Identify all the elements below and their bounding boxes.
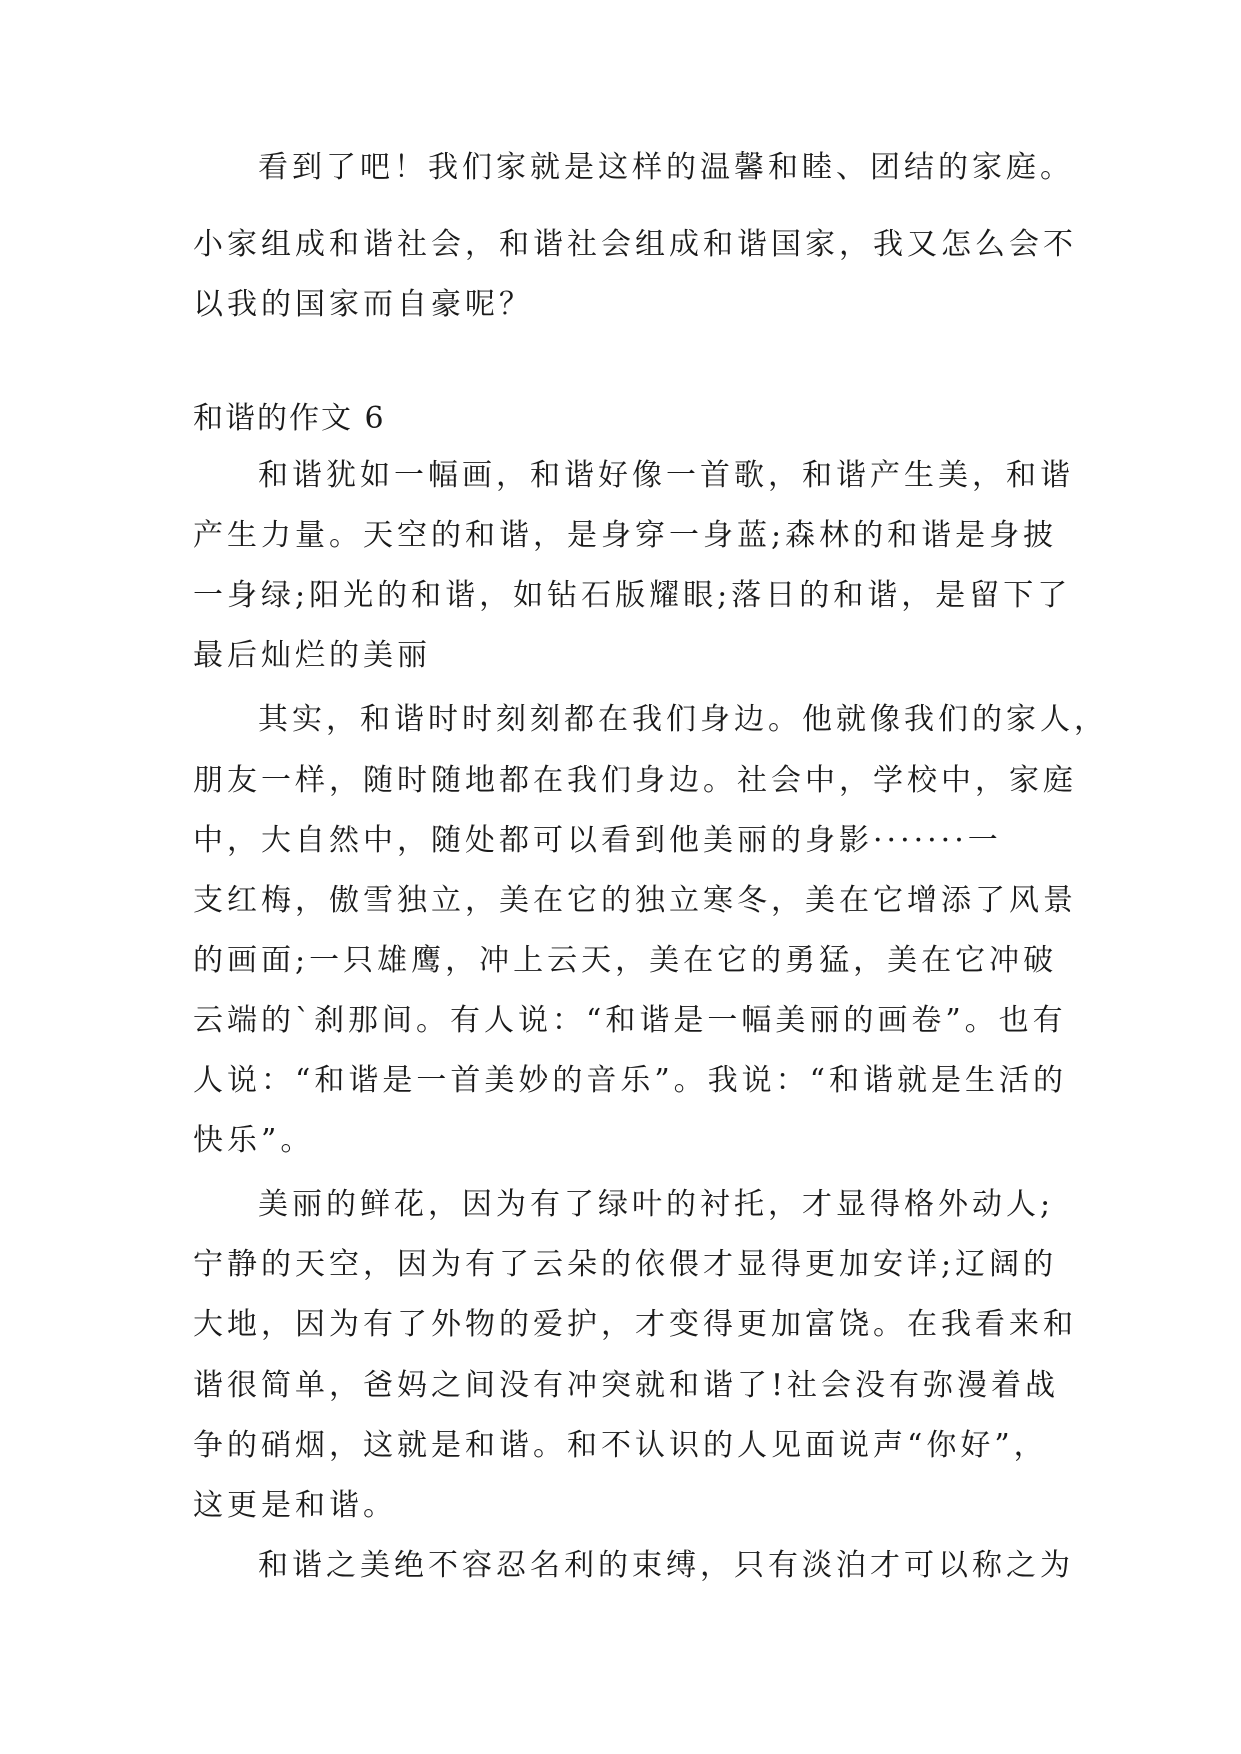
p2-line-2: 朋友一样，随时随地都在我们身边。社会中，学校中，家庭: [193, 763, 1077, 798]
p3-line-6: 这更是和谐。: [193, 1488, 397, 1523]
p1-line-4: 最后灿烂的美丽: [193, 638, 431, 673]
p2-line-6: 云端的`刹那间。有人说：“和谐是一幅美丽的画卷”。也有: [193, 1003, 1067, 1038]
p4-line-1: 和谐之美绝不容忍名利的束缚，只有淡泊才可以称之为: [258, 1548, 1074, 1583]
intro-line-2: 小家组成和谐社会，和谐社会组成和谐国家，我又怎么会不: [193, 227, 1077, 262]
p1-line-3: 一身绿;阳光的和谐，如钻石版耀眼;落日的和谐，是留下了: [193, 578, 1072, 613]
p2-line-4: 支红梅，傲雪独立，美在它的独立寒冬，美在它增添了风景: [193, 883, 1077, 918]
p3-line-3: 大地，因为有了外物的爱护，才变得更加富饶。在我看来和: [193, 1307, 1077, 1342]
section-heading: 和谐的作文 6: [193, 401, 386, 436]
p3-line-1: 美丽的鲜花，因为有了绿叶的衬托，才显得格外动人;: [258, 1187, 1055, 1222]
p1-line-1: 和谐犹如一幅画，和谐好像一首歌，和谐产生美，和谐: [258, 458, 1074, 493]
p2-line-3: 中，大自然中，随处都可以看到他美丽的身影·······一: [193, 823, 1002, 858]
p3-line-5: 争的硝烟，这就是和谐。和不认识的人见面说声“你好”，: [193, 1428, 1048, 1463]
p3-line-2: 宁静的天空，因为有了云朵的依偎才显得更加安详;辽阔的: [193, 1247, 1058, 1282]
intro-line-1: 看到了吧！我们家就是这样的温馨和睦、团结的家庭。: [258, 150, 1074, 185]
p2-line-1: 其实，和谐时时刻刻都在我们身边。他就像我们的家人，: [258, 702, 1108, 737]
p2-line-7: 人说：“和谐是一首美妙的音乐”。我说：“和谐就是生活的: [193, 1063, 1068, 1098]
p2-line-8: 快乐”。: [193, 1123, 315, 1158]
p1-line-2: 产生力量。天空的和谐，是身穿一身蓝;森林的和谐是身披: [193, 518, 1058, 553]
p2-line-5: 的画面;一只雄鹰，冲上云天，美在它的勇猛，美在它冲破: [193, 943, 1058, 978]
intro-line-3: 以我的国家而自豪呢？: [193, 287, 533, 322]
p3-line-4: 谐很简单，爸妈之间没有冲突就和谐了!社会没有弥漫着战: [193, 1368, 1060, 1403]
